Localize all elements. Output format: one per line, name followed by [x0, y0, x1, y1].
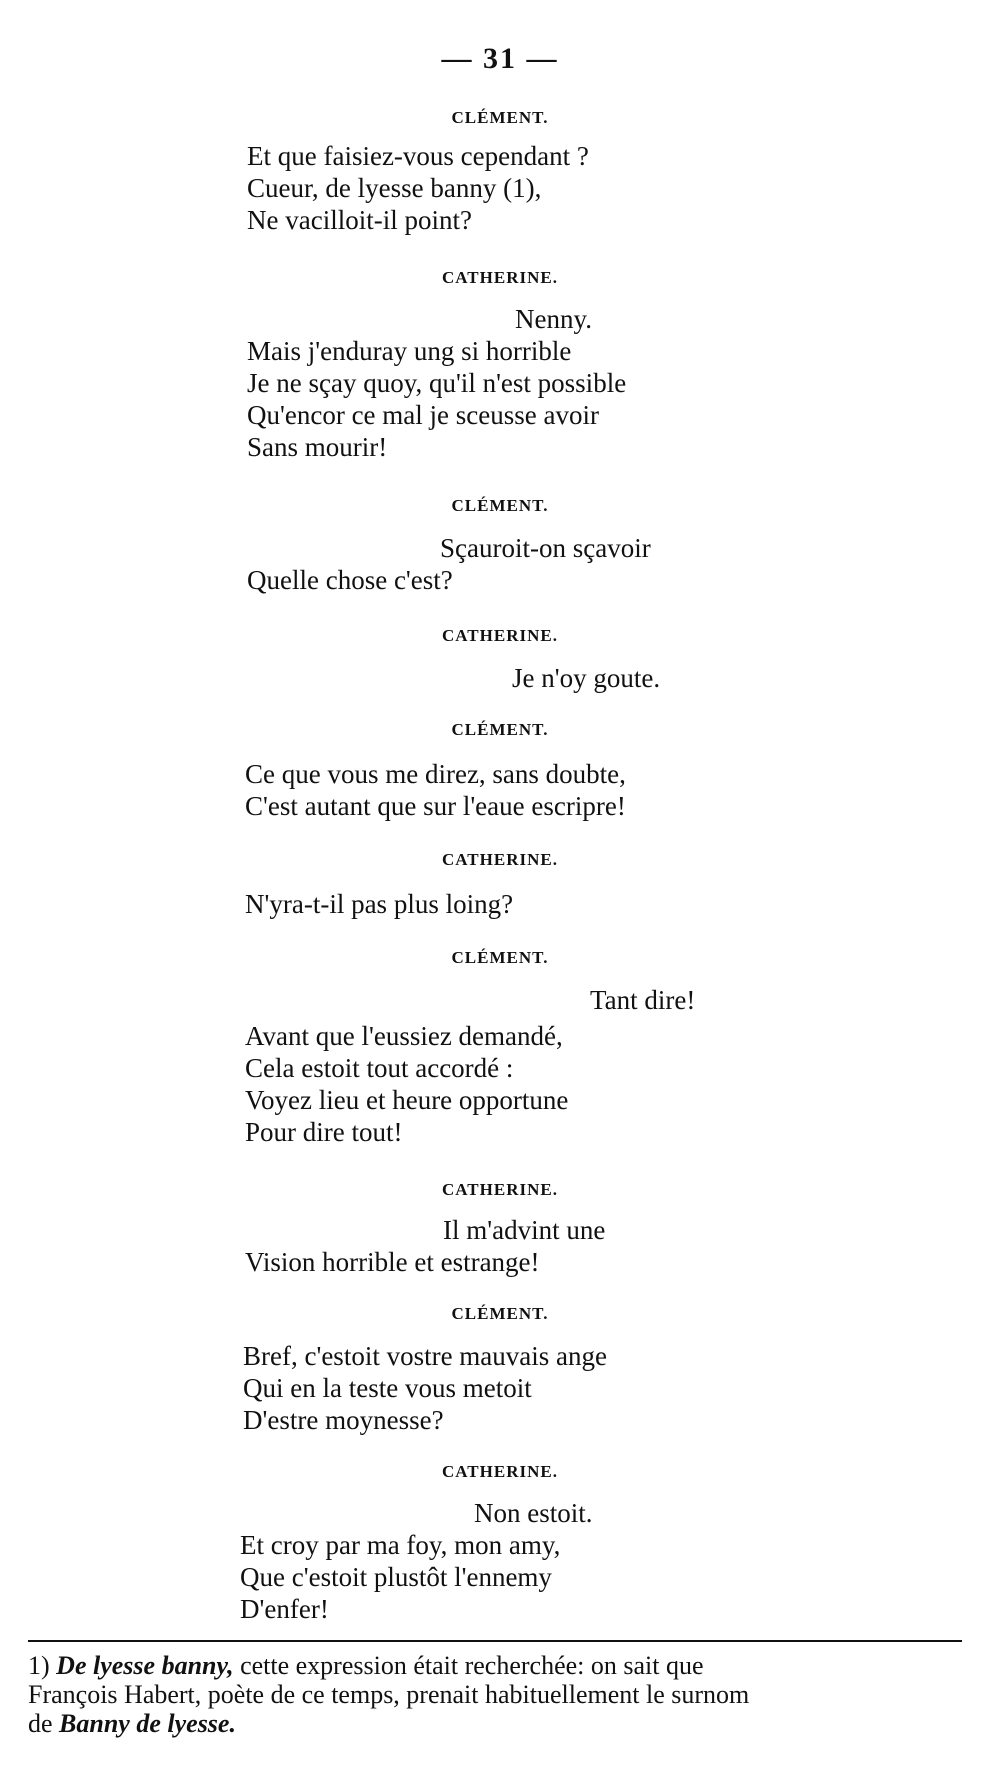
verse-line: Sans mourir!: [247, 432, 388, 462]
footnote-divider: [28, 1640, 962, 1642]
footnote-line-3: [28, 1709, 962, 1738]
speaker-clement-1: CLÉMENT.: [451, 108, 549, 127]
speaker-catherine-2: CATHERINE.: [442, 626, 558, 645]
verse-line: Et que faisiez-vous cependant ?: [247, 141, 589, 171]
verse-line: C'est autant que sur l'eaue escripre!: [245, 791, 626, 821]
footnote-italic-surname: Banny de lyesse.: [59, 1709, 236, 1738]
footnote-line-2: François Habert, poète de ce temps, prenait habituellement le surnom: [28, 1680, 750, 1709]
verse-line: N'yra-t-il pas plus loing?: [245, 889, 514, 919]
verse-line: Ne vacilloit-il point?: [247, 205, 472, 235]
speaker-clement-5: CLÉMENT.: [451, 1304, 549, 1323]
verse-line: Tant dire!: [590, 985, 696, 1015]
verse-line: Non estoit.: [474, 1498, 593, 1528]
verse-line: Nenny.: [515, 304, 592, 334]
verse-line: Bref, c'estoit vostre mauvais ange: [243, 1341, 607, 1371]
verse-line: Qu'encor ce mal je sceusse avoir: [247, 400, 599, 430]
verse-line: Avant que l'eussiez demandé,: [245, 1021, 563, 1051]
verse-line: D'estre moynesse?: [243, 1405, 444, 1435]
verse-line: Cela estoit tout accordé :: [245, 1053, 514, 1083]
verse-line: Il m'advint une: [443, 1215, 606, 1245]
verse-line: Pour dire tout!: [245, 1117, 403, 1147]
speaker-clement-2: CLÉMENT.: [451, 496, 549, 515]
footnote-italic-term: De lyesse banny,: [56, 1651, 234, 1680]
speaker-catherine-1: CATHERINE.: [442, 268, 558, 287]
verse-line: Sçauroit-on sçavoir: [440, 533, 651, 563]
speaker-clement-4: CLÉMENT.: [451, 948, 549, 967]
speaker-catherine-3: CATHERINE.: [442, 850, 558, 869]
verse-line: Ce que vous me direz, sans doubte,: [245, 759, 626, 789]
verse-line: Vision horrible et estrange!: [245, 1247, 540, 1277]
speaker-catherine-5: CATHERINE.: [442, 1462, 558, 1481]
verse-line: Je ne sçay quoy, qu'il n'est possible: [247, 368, 627, 398]
verse-line: Mais j'enduray ung si horrible: [247, 336, 572, 366]
verse-line: Cueur, de lyesse banny (1),: [247, 173, 542, 203]
verse-line: Et croy par ma foy, mon amy,: [240, 1530, 561, 1560]
footnote: [28, 1651, 962, 1738]
footnote-line-1: [28, 1651, 962, 1680]
speaker-clement-3: CLÉMENT.: [451, 720, 549, 739]
footnote-text: cette expression était recherchée: on sait que: [240, 1651, 704, 1680]
verse-line: Quelle chose c'est?: [247, 565, 453, 595]
speaker-catherine-4: CATHERINE.: [442, 1180, 558, 1199]
footnote-marker: 1): [28, 1651, 50, 1680]
verse-line: Qui en la teste vous metoit: [243, 1373, 532, 1403]
verse-line: Voyez lieu et heure opportune: [245, 1085, 569, 1115]
verse-line: D'enfer!: [240, 1594, 329, 1624]
footnote-text: de: [28, 1709, 53, 1738]
verse-line: Que c'estoit plustôt l'ennemy: [240, 1562, 552, 1592]
verse-line: Je n'oy goute.: [512, 663, 661, 693]
page-number: — 31 —: [441, 42, 559, 75]
